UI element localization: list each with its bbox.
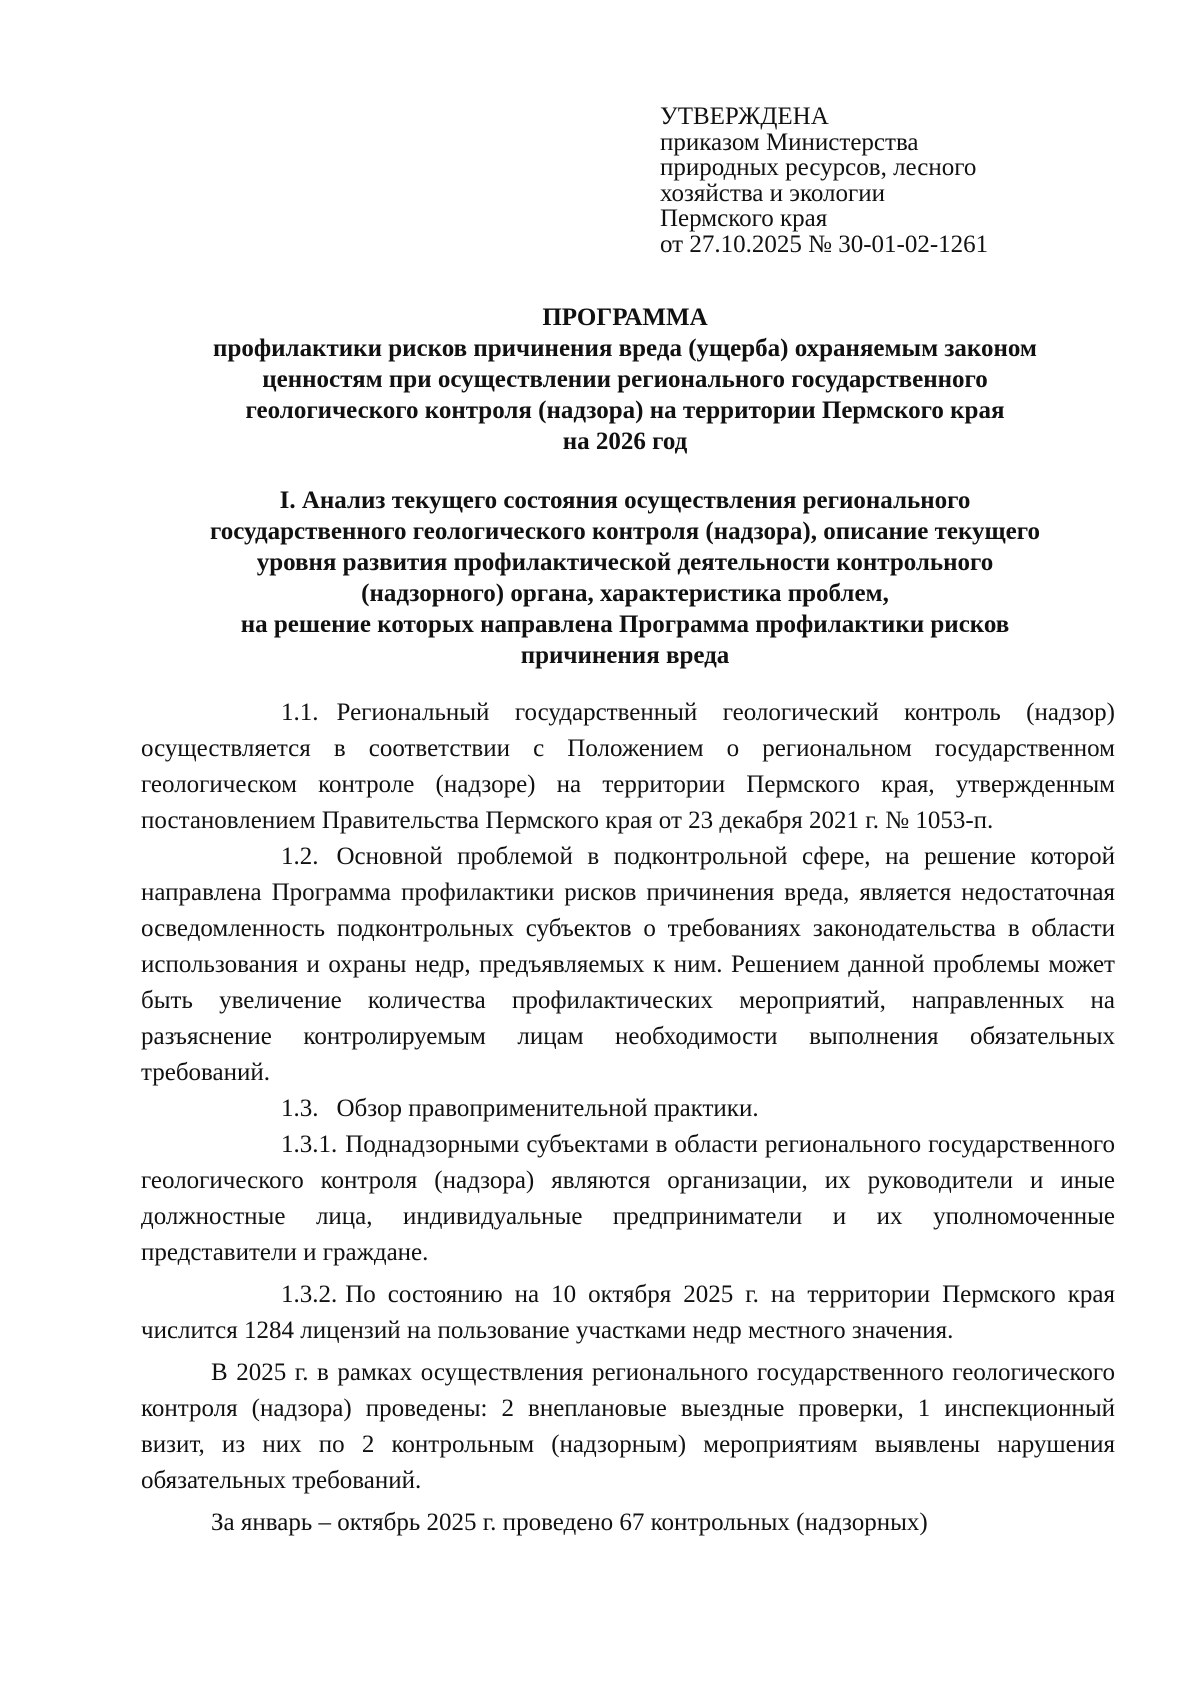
paragraph-text: За январь – октябрь 2025 г. проведено 67 контрольных (надзорных) [211,1509,928,1536]
paragraph-text: В 2025 г. в рамках осуществления регионального государственного геологического контроля (надзора) проведены: 2 внеплановые выездные проверки, 1 инспекционный визит, из них по 2 контрольным (надзорным) мероприятиям выявлены нарушения обязательных требований. [141,1359,1115,1494]
paragraph-1-2 [141,839,1115,1091]
program-heading: ПРОГРАММА [542,304,708,331]
program-subtitle-line: на 2026 год [562,428,688,455]
paragraph-number: 1.2. [281,843,319,870]
paragraph-number: 1.3.2. [281,1281,338,1308]
section-title-line: государственного геологического контроля (надзора), описание текущего [210,518,1040,545]
program-subtitle-line: ценностям при осуществлении регионального государственного [262,366,988,393]
approval-stamp [660,104,1080,257]
paragraph-1-3-2 [141,1277,1115,1349]
approval-line: приказом Министерства [660,128,919,156]
program-title [140,302,1110,457]
paragraph-number: 1.3. [281,1095,319,1122]
section-title-line: уровня развития профилактической деятельности контрольного [256,549,994,576]
paragraph-text: Основной проблемой в подконтрольной сфере, на решение которой направлена Программа профилактики рисков причинения вреда, является недостаточная осведомленность подконтрольных субъектов о требованиях законодательства в области использования и охраны недр, предъявляемых к ним. Решением данной проблемы может быть увеличение количества профилактических мероприятий, направленных на разъяснение контролируемым лицам необходимости выполнения обязательных требований. [141,843,1115,1086]
paragraph-2025-inspections [141,1355,1115,1499]
program-subtitle-line: геологического контроля (надзора) на территории Пермского края [245,397,1005,424]
paragraph-1-3-1 [141,1127,1115,1271]
paragraph-text: По состоянию на 10 октября 2025 г. на территории Пермского края числится 1284 лицензий на пользование участками недр местного значения. [141,1281,1115,1344]
paragraph-text: Обзор правоприменительной практики. [336,1095,759,1122]
paragraph-number: 1.3.1. [281,1131,338,1158]
program-subtitle-line: профилактики рисков причинения вреда (ущерба) охраняемым законом [213,335,1037,362]
approval-line: от 27.10.2025 № 30-01-02-1261 [660,230,989,258]
paragraph-text: Региональный государственный геологический контроль (надзор) осуществляется в соответствии с Положением о региональном государственном геологическом контроле (надзоре) на территории Пермского края, утвержденным постановлением Правительства Пермского края от 23 декабря 2021 г. № 1053-п. [141,699,1115,834]
paragraph-january-october [141,1505,1115,1541]
paragraph-1-3 [141,1091,1115,1127]
section-title-line: на решение которых направлена Программа профилактики рисков [240,611,1010,638]
paragraph-text: Поднадзорными субъектами в области регионального государственного геологического контроля (надзора) являются организации, их руководители и иные должностные лица, индивидуальные предприниматели и их уполномоченные представители и граждане. [141,1131,1115,1266]
approval-line: хозяйства и экологии [660,179,886,207]
document-body [141,695,1115,1541]
paragraph-number: 1.1. [281,699,319,726]
paragraph-1-1 [141,695,1115,839]
section-title-line: причинения вреда [520,642,730,669]
section-title [140,485,1110,671]
section-title-line: (надзорного) органа, характеристика проблем, [361,580,889,607]
approval-line: природных ресурсов, лесного [660,154,977,181]
approval-line: Пермского края [660,205,828,232]
section-title-line: I. Анализ текущего состояния осуществления регионального [279,487,971,514]
approval-line: УТВЕРЖДЕНА [660,103,829,130]
